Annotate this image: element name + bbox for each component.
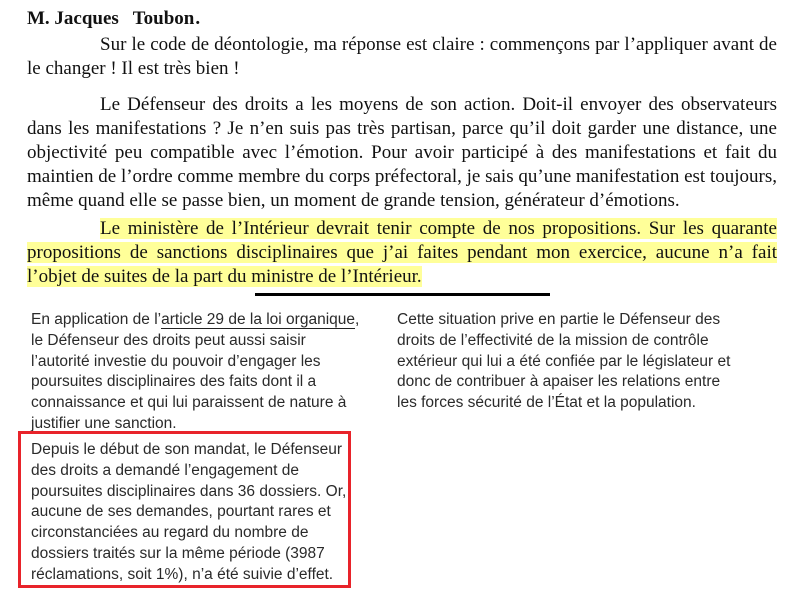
paragraph-moyens-action [27,93,777,213]
paragraph-2-text: Le Défenseur des droits a les moyens de son action. Doit-il envoyer des observateurs dans les manifestations ? Je n’en suis pas très partisan, parce qu’il doit garder une distance, une objectivité peu compatible avec l’émotion. Pour avoir participé à des manifestations et fait du maintien de l’ordre comme membre du corps préfectoral, je sais qu’une manifestation est toujours, même quand elle se passe bien, un moment de grande tension, générateur d’émotions. [27,94,777,211]
excerpt-left-column [31,310,361,435]
hand-drawn-underline [255,293,550,296]
paragraph-highlighted-ministere [27,217,777,289]
excerpt-left-rest: , le Défenseur des droits peut aussi saisir l’autorité investie du pouvoir d’engager les poursuites disciplinaires des faits dont il a connaissance et qui lui paraissent de nature à justifier une sanction. [31,311,360,432]
article-29-link[interactable]: article 29 de la loi organique [161,311,356,328]
excerpt-right-column: Cette situation prive en partie le Défenseur des droits de l’effectivité de la mission de contrôle extérieur qui lui a été confiée par le législateur et donc de contribuer à apaiser les relations entre les forces sécurité de l’État et la population. [397,311,731,412]
excerpt-left-intro: En application de l’ [31,311,162,328]
paragraph-1-text: Sur le code de déontologie, ma réponse est claire : commençons par l’appliquer avant de le changer ! Il est très bien ! [27,34,777,79]
speaker-name [27,8,200,30]
speaker-period: . [195,8,201,29]
paragraph-code-deontologie [27,33,777,81]
speaker-name-text: M. Jacques Toubon [27,8,195,29]
highlighted-text: Le ministère de l’Intérieur devrait tenir compte de nos propositions. Sur les quarante propositions de sanctions disciplinaires que j’ai faites pendant mon exercice, aucune n’a fait l’objet de suites de la part du ministre de l’Intérieur. [27,218,777,287]
excerpt-boxed-text: Depuis le début de son mandat, le Défenseur des droits a demandé l’engagement de poursuites disciplinaires dans 36 dossiers. Or, aucune de ses demandes, pourtant rares et circonstanciées au regard du nombre de dossiers traités sur la même période (3987 réclamations, soit 1%), n’a été suivie d’effet. [31,441,347,583]
